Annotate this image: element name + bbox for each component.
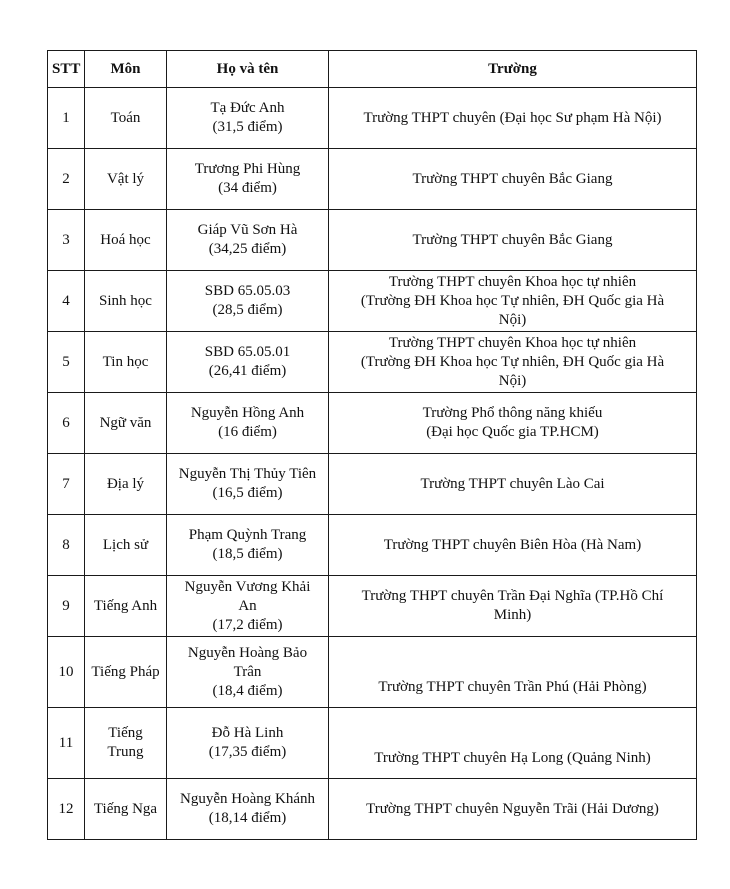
- results-table: [47, 50, 697, 840]
- cell-truong-line: Nội): [498, 372, 527, 389]
- cell-ho-ten-line: SBD 65.05.03: [204, 283, 291, 299]
- cell-stt: 10: [48, 637, 85, 708]
- cell-stt: 9: [48, 576, 85, 637]
- cell-mon: [85, 708, 167, 779]
- cell-mon-line: Trung: [107, 744, 144, 760]
- cell-stt: 7: [48, 454, 85, 515]
- table-row: [48, 393, 697, 454]
- cell-ho-ten: [167, 271, 329, 332]
- cell-truong-line: Trường THPT chuyên Trần Đại Nghĩa (TP.Hồ Chí: [361, 588, 664, 604]
- cell-ho-ten: [167, 149, 329, 210]
- header-ho-ten: Họ và tên: [167, 51, 329, 88]
- cell-ho-ten-line: (28,5 điểm): [212, 302, 283, 318]
- cell-mon: [85, 454, 167, 515]
- table-row: [48, 149, 697, 210]
- cell-mon-line: Vật lý: [106, 170, 145, 187]
- cell-ho-ten-line: Tạ Đức Anh: [210, 100, 285, 116]
- cell-ho-ten-line: SBD 65.05.01: [204, 344, 291, 360]
- cell-ho-ten-line: Giáp Vũ Sơn Hà: [197, 222, 298, 238]
- cell-ho-ten-line: (31,5 điểm): [212, 119, 283, 135]
- cell-ho-ten: [167, 454, 329, 515]
- header-mon: Môn: [85, 51, 167, 88]
- cell-truong: [329, 454, 697, 515]
- cell-ho-ten-line: Nguyễn Hoàng Bảo: [187, 644, 308, 661]
- cell-mon: [85, 149, 167, 210]
- cell-mon-line: Địa lý: [106, 475, 145, 492]
- cell-ho-ten-line: Nguyễn Thị Thủy Tiên: [178, 466, 317, 482]
- cell-mon-line: Ngữ văn: [99, 414, 152, 431]
- cell-ho-ten: [167, 210, 329, 271]
- cell-mon: [85, 779, 167, 840]
- cell-ho-ten-line: (16 điểm): [218, 424, 277, 440]
- cell-stt: 4: [48, 271, 85, 332]
- table-row: [48, 708, 697, 779]
- cell-mon: [85, 271, 167, 332]
- cell-mon-line: Tiếng: [108, 725, 143, 741]
- cell-truong: [329, 779, 697, 840]
- cell-ho-ten-line: (18,5 điểm): [212, 546, 283, 562]
- header-truong: Trường: [329, 51, 697, 88]
- cell-stt: 6: [48, 393, 85, 454]
- cell-ho-ten-line: Trân: [233, 663, 262, 680]
- cell-ho-ten-line: (17,35 điểm): [208, 744, 287, 760]
- cell-truong-line: Trường THPT chuyên Biên Hòa (Hà Nam): [383, 536, 642, 553]
- cell-truong-line: Trường THPT chuyên (Đại học Sư phạm Hà Nội): [363, 109, 662, 126]
- cell-ho-ten-line: Nguyễn Vương Khải: [184, 578, 311, 595]
- cell-ho-ten-line: (34,25 điểm): [208, 241, 287, 257]
- cell-ho-ten-line: Nguyễn Hoàng Khánh: [180, 791, 315, 807]
- cell-ho-ten: [167, 88, 329, 149]
- cell-stt: 1: [48, 88, 85, 149]
- table-row: [48, 637, 697, 708]
- cell-truong-line: Trường THPT chuyên Bắc Giang: [412, 170, 613, 187]
- cell-truong-line: Trường THPT chuyên Khoa học tự nhiên: [388, 334, 637, 351]
- cell-truong-line: Trường THPT chuyên Nguyễn Trãi (Hải Dương): [366, 800, 659, 817]
- cell-truong-line: Trường THPT chuyên Khoa học tự nhiên: [388, 273, 637, 290]
- cell-ho-ten-line: (26,41 điểm): [208, 363, 287, 379]
- cell-truong-line: (Đại học Quốc gia TP.HCM): [426, 424, 599, 440]
- cell-ho-ten: [167, 779, 329, 840]
- cell-stt: 3: [48, 210, 85, 271]
- cell-ho-ten: [167, 393, 329, 454]
- cell-ho-ten: [167, 515, 329, 576]
- cell-mon-line: Sinh học: [99, 292, 152, 309]
- cell-truong: [329, 88, 697, 149]
- table-row: [48, 515, 697, 576]
- cell-mon: [85, 576, 167, 637]
- cell-ho-ten-line: Phạm Quỳnh Trang: [188, 527, 307, 543]
- cell-mon: [85, 332, 167, 393]
- cell-truong-line: Trường THPT chuyên Hạ Long (Quảng Ninh): [374, 750, 651, 766]
- header-row: [48, 51, 697, 88]
- cell-ho-ten-line: (17,2 điểm): [212, 616, 283, 633]
- cell-truong-line: Nội): [498, 311, 527, 328]
- cell-stt: 12: [48, 779, 85, 840]
- cell-mon: [85, 210, 167, 271]
- cell-ho-ten-line: (16,5 điểm): [212, 485, 283, 501]
- cell-truong-line: (Trường ĐH Khoa học Tự nhiên, ĐH Quốc gia Hà: [360, 292, 665, 309]
- cell-truong: [329, 271, 697, 332]
- cell-ho-ten: [167, 637, 329, 708]
- table-body: [48, 88, 697, 840]
- cell-mon: [85, 88, 167, 149]
- cell-truong: [329, 637, 697, 708]
- cell-mon-line: Hoá học: [100, 231, 151, 248]
- table-row: [48, 779, 697, 840]
- table-row: [48, 271, 697, 332]
- cell-truong-line: Trường THPT chuyên Trần Phú (Hải Phòng): [378, 679, 647, 695]
- cell-ho-ten-line: An: [238, 597, 257, 614]
- cell-ho-ten-line: (18,4 điểm): [212, 682, 283, 699]
- cell-ho-ten-line: Đỗ Hà Linh: [211, 725, 284, 741]
- cell-ho-ten-line: (18,14 điểm): [208, 810, 287, 826]
- table-row: [48, 88, 697, 149]
- cell-stt: 5: [48, 332, 85, 393]
- cell-truong: [329, 576, 697, 637]
- cell-truong: [329, 332, 697, 393]
- cell-stt: 11: [48, 708, 85, 779]
- cell-mon-line: Tin học: [102, 353, 149, 370]
- cell-truong: [329, 515, 697, 576]
- table-row: [48, 576, 697, 637]
- cell-truong: [329, 708, 697, 779]
- cell-ho-ten-line: (34 điểm): [218, 180, 277, 196]
- cell-mon-line: Tiếng Pháp: [91, 663, 160, 680]
- header-stt: STT: [48, 51, 85, 88]
- cell-mon-line: Lịch sử: [102, 536, 149, 553]
- cell-truong-line: Minh): [493, 607, 532, 623]
- cell-truong-line: Trường THPT chuyên Lào Cai: [420, 475, 605, 492]
- cell-mon-line: Tiếng Anh: [93, 597, 158, 614]
- cell-truong-line: Trường THPT chuyên Bắc Giang: [412, 231, 613, 248]
- cell-truong: [329, 149, 697, 210]
- table-row: [48, 332, 697, 393]
- cell-stt: 8: [48, 515, 85, 576]
- cell-stt: 2: [48, 149, 85, 210]
- cell-truong: [329, 393, 697, 454]
- cell-ho-ten-line: Nguyễn Hồng Anh: [190, 405, 305, 421]
- cell-truong: [329, 210, 697, 271]
- table-row: [48, 210, 697, 271]
- cell-mon: [85, 393, 167, 454]
- cell-mon-line: Tiếng Nga: [93, 800, 158, 817]
- cell-ho-ten-line: Trương Phi Hùng: [194, 161, 301, 177]
- cell-truong-line: Trường Phổ thông năng khiếu: [422, 405, 603, 421]
- cell-truong-line: (Trường ĐH Khoa học Tự nhiên, ĐH Quốc gia Hà: [360, 353, 665, 370]
- cell-mon: [85, 515, 167, 576]
- cell-ho-ten: [167, 708, 329, 779]
- cell-ho-ten: [167, 576, 329, 637]
- cell-ho-ten: [167, 332, 329, 393]
- table-row: [48, 454, 697, 515]
- cell-mon-line: Toán: [110, 109, 141, 126]
- cell-mon: [85, 637, 167, 708]
